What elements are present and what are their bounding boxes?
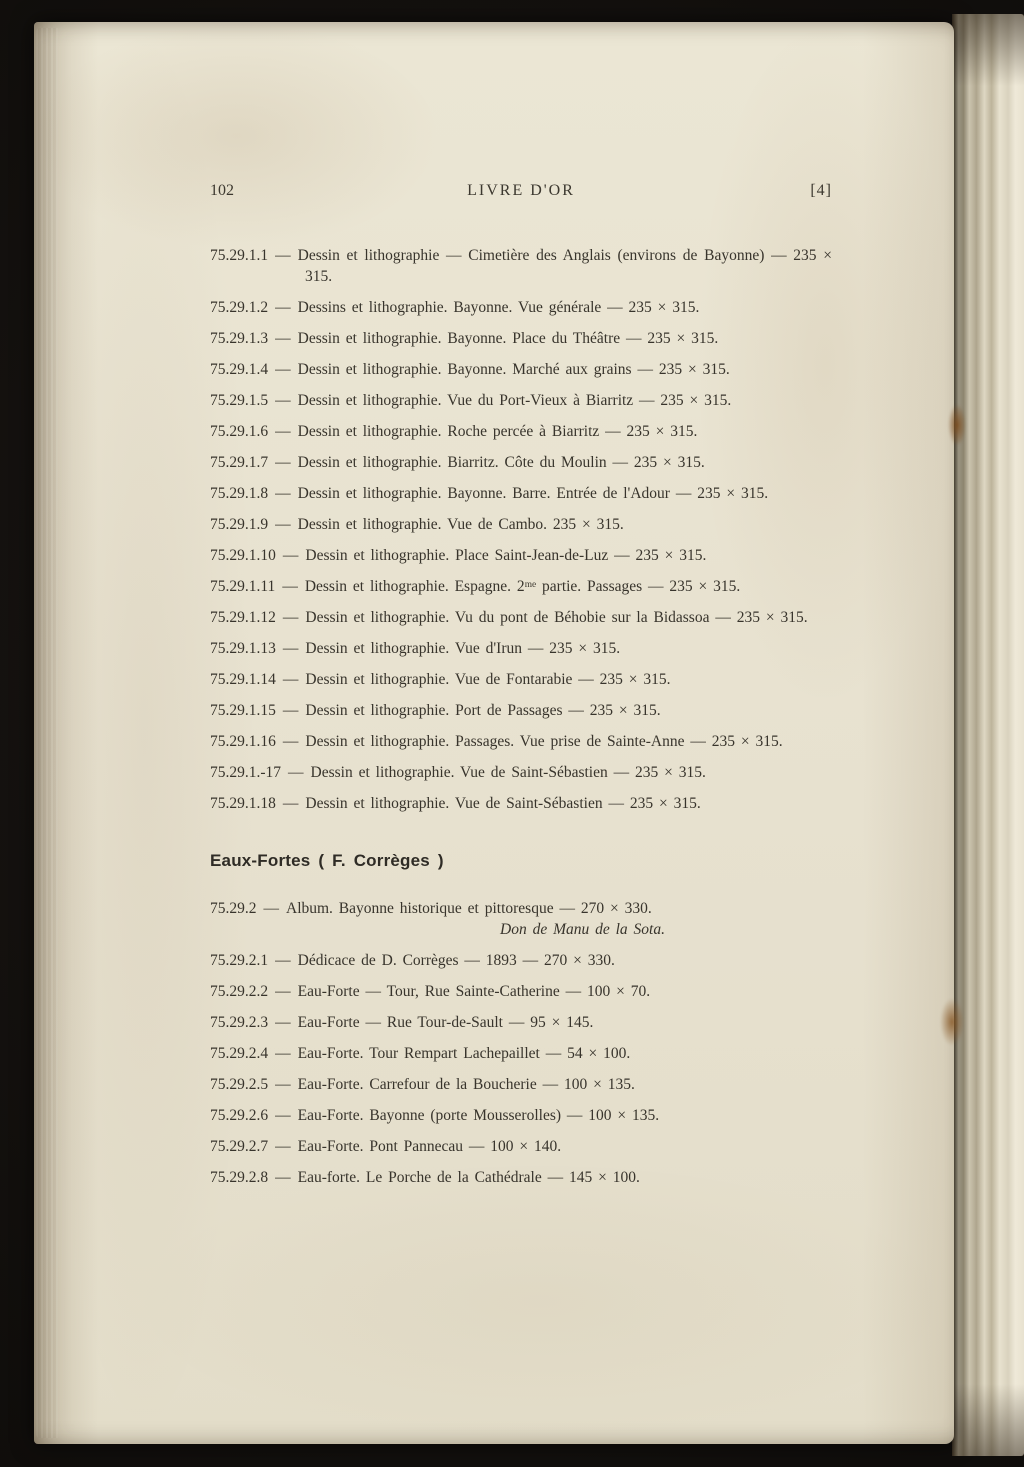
entry-number: 75.29.2 <box>210 900 257 917</box>
catalog-entry <box>210 731 832 752</box>
entry-number: 75.29.2.7 <box>210 1138 269 1155</box>
separator-dash: — <box>282 702 299 719</box>
entry-number: 75.29.2.5 <box>210 1076 269 1093</box>
page-number: 102 <box>210 182 234 199</box>
entry-number: 75.29.2.2 <box>210 983 269 1000</box>
entry-number: 75.29.1.18 <box>210 795 276 812</box>
entry-number: 75.29.1.3 <box>210 330 269 347</box>
entry-number: 75.29.2.6 <box>210 1107 269 1124</box>
entry-text: Dessin et lithographie. Espagne. 2ᵐᵉ partie. Passages — 235 × 315. <box>304 578 741 595</box>
catalog-section-eaux-fortes <box>210 898 832 1188</box>
entry-number: 75.29.2.4 <box>210 1045 269 1062</box>
separator-dash: — <box>275 952 291 969</box>
separator-dash: — <box>275 361 291 378</box>
entry-text: Dessin et lithographie. Biarritz. Côte du Moulin — 235 × 315. <box>297 454 705 471</box>
entry-text: Dessin et lithographie. Vue de Saint-Sébastien — 235 × 315. <box>305 795 701 812</box>
separator-dash: — <box>282 578 298 595</box>
entry-text: Album. Bayonne historique et pittoresque — 270 × 330. <box>286 900 652 917</box>
page-header <box>210 182 832 204</box>
entry-text: Dessin et lithographie. Place Saint-Jean-de-Luz — 235 × 315. <box>305 547 707 564</box>
catalog-entry <box>210 452 832 473</box>
entry-text: Eau-forte. Le Porche de la Cathédrale — 145 × 100. <box>297 1169 640 1186</box>
entry-text: Dessin et lithographie. Vue de Cambo. 235 × 315. <box>297 516 624 533</box>
catalog-entry <box>210 950 832 971</box>
book-page-stack-edge <box>952 14 1024 1456</box>
entry-number: 75.29.1.14 <box>210 671 276 688</box>
separator-dash: — <box>282 671 299 688</box>
catalog-entry <box>210 328 832 349</box>
catalog-entry <box>210 1105 832 1126</box>
entry-text: Dessin et lithographie. Vue du Port-Vieux à Biarritz — 235 × 315. <box>297 392 732 409</box>
separator-dash: — <box>275 392 291 409</box>
separator-dash: — <box>275 1138 291 1155</box>
catalog-entry <box>210 898 832 940</box>
catalog-entry <box>210 700 832 721</box>
entry-text: Dessin et lithographie. Vue d'Irun — 235 × 315. <box>305 640 621 657</box>
page-content <box>210 182 832 1188</box>
entry-text: Dessins et lithographie. Bayonne. Vue générale — 235 × 315. <box>297 299 700 316</box>
entry-text: Dessin et lithographie. Vue de Saint-Sébastien — 235 × 315. <box>310 764 706 781</box>
separator-dash: — <box>275 983 291 1000</box>
catalog-entry <box>210 762 832 783</box>
separator-dash: — <box>275 423 291 440</box>
entry-number: 75.29.1.11 <box>210 578 276 595</box>
catalog-entry <box>210 1136 832 1157</box>
entry-number: 75.29.1.2 <box>210 299 269 316</box>
catalog-entry <box>210 669 832 690</box>
separator-dash: — <box>282 547 299 564</box>
catalog-entry <box>210 545 832 566</box>
entry-number: 75.29.1.12 <box>210 609 276 626</box>
separator-dash: — <box>282 609 299 626</box>
separator-dash: — <box>275 1045 291 1062</box>
separator-dash: — <box>275 1169 291 1186</box>
entry-text: Dessin et lithographie. Bayonne. Place du Théâtre — 235 × 315. <box>297 330 719 347</box>
entry-number: 75.29.1.13 <box>210 640 276 657</box>
entry-text: Eau-Forte. Carrefour de la Boucherie — 100 × 135. <box>297 1076 635 1093</box>
entry-number: 75.29.1.10 <box>210 547 276 564</box>
separator-dash: — <box>275 330 291 347</box>
catalog-entry <box>210 421 832 442</box>
entry-number: 75.29.1.5 <box>210 392 269 409</box>
entry-number: 75.29.1.8 <box>210 485 269 502</box>
entry-text: Dessin et lithographie. Bayonne. Marché aux grains — 235 × 315. <box>297 361 730 378</box>
entry-number: 75.29.2.1 <box>210 952 269 969</box>
catalog-entry <box>210 1012 832 1033</box>
entry-text: Eau-Forte. Tour Rempart Lachepaillet — 54 × 100. <box>297 1045 631 1062</box>
entry-number: 75.29.1.4 <box>210 361 269 378</box>
entry-number: 75.29.1.9 <box>210 516 269 533</box>
entry-text: Dessin et lithographie. Passages. Vue prise de Sainte-Anne — 235 × 315. <box>305 733 783 750</box>
book-page <box>34 22 954 1444</box>
entry-text: Dédicace de D. Corrèges — 1893 — 270 × 330. <box>297 952 615 969</box>
catalog-entry <box>210 390 832 411</box>
catalog-entry <box>210 607 832 628</box>
separator-dash: — <box>275 485 291 502</box>
catalog-entry <box>210 514 832 535</box>
entry-text: Eau-Forte. Bayonne (porte Mousserolles) — 100 × 135. <box>297 1107 660 1124</box>
separator-dash: — <box>275 516 291 533</box>
separator-dash: — <box>282 795 299 812</box>
catalog-entry <box>210 483 832 504</box>
catalog-entry <box>210 1043 832 1064</box>
separator-dash: — <box>282 640 299 657</box>
entry-number: 75.29.2.8 <box>210 1169 269 1186</box>
entry-text: Eau-Forte. Pont Pannecau — 100 × 140. <box>297 1138 562 1155</box>
catalog-entry <box>210 576 832 597</box>
entry-number: 75.29.1.6 <box>210 423 269 440</box>
section-heading-eaux-fortes: Eaux-Fortes ( F. Corrèges ) <box>210 851 444 870</box>
entry-number: 75.29.1.1 <box>210 247 269 264</box>
catalog-entry <box>210 1167 832 1188</box>
catalog-entry <box>210 1074 832 1095</box>
entry-text: Dessin et lithographie. Port de Passages — 235 × 315. <box>305 702 661 719</box>
entry-text: Dessin et lithographie. Roche percée à Biarritz — 235 × 315. <box>297 423 698 440</box>
catalog-entry <box>210 359 832 380</box>
entry-text: Eau-Forte — Rue Tour-de-Sault — 95 × 145. <box>297 1014 594 1031</box>
entry-text: Eau-Forte — Tour, Rue Sainte-Catherine — 100 × 70. <box>297 983 651 1000</box>
catalog-entry <box>210 793 832 814</box>
separator-dash: — <box>275 454 291 471</box>
entry-number: 75.29.1.15 <box>210 702 276 719</box>
entry-text: Dessin et lithographie — Cimetière des Anglais (environs de Bayonne) — 235 × 315. <box>297 247 832 285</box>
entry-text: Dessin et lithographie. Vue de Fontarabie — 235 × 315. <box>305 671 671 688</box>
entry-text: Dessin et lithographie. Vu du pont de Béhobie sur la Bidassoa — 235 × 315. <box>305 609 808 626</box>
separator-dash: — <box>275 299 291 316</box>
separator-dash: — <box>282 733 299 750</box>
entry-number: 75.29.1.-17 <box>210 764 282 781</box>
entry-text: Dessin et lithographie. Bayonne. Barre. Entrée de l'Adour — 235 × 315. <box>297 485 769 502</box>
entry-number: 75.29.1.16 <box>210 733 276 750</box>
entry-number: 75.29.1.7 <box>210 454 269 471</box>
entry-donation-note: Don de Manu de la Sota. <box>500 921 665 938</box>
catalog-entry <box>210 245 832 287</box>
catalog-entry <box>210 297 832 318</box>
separator-dash: — <box>263 900 279 917</box>
running-title: LIVRE D'OR <box>467 182 575 199</box>
catalog-entry <box>210 981 832 1002</box>
separator-dash: — <box>275 1107 291 1124</box>
separator-dash: — <box>275 1014 291 1031</box>
separator-dash: — <box>275 247 291 264</box>
separator-dash: — <box>288 764 304 781</box>
separator-dash: — <box>275 1076 291 1093</box>
bracket-folio-number: [4] <box>810 182 832 199</box>
catalog-entry <box>210 638 832 659</box>
entry-number: 75.29.2.3 <box>210 1014 269 1031</box>
catalog-section-lithographies <box>210 245 832 814</box>
